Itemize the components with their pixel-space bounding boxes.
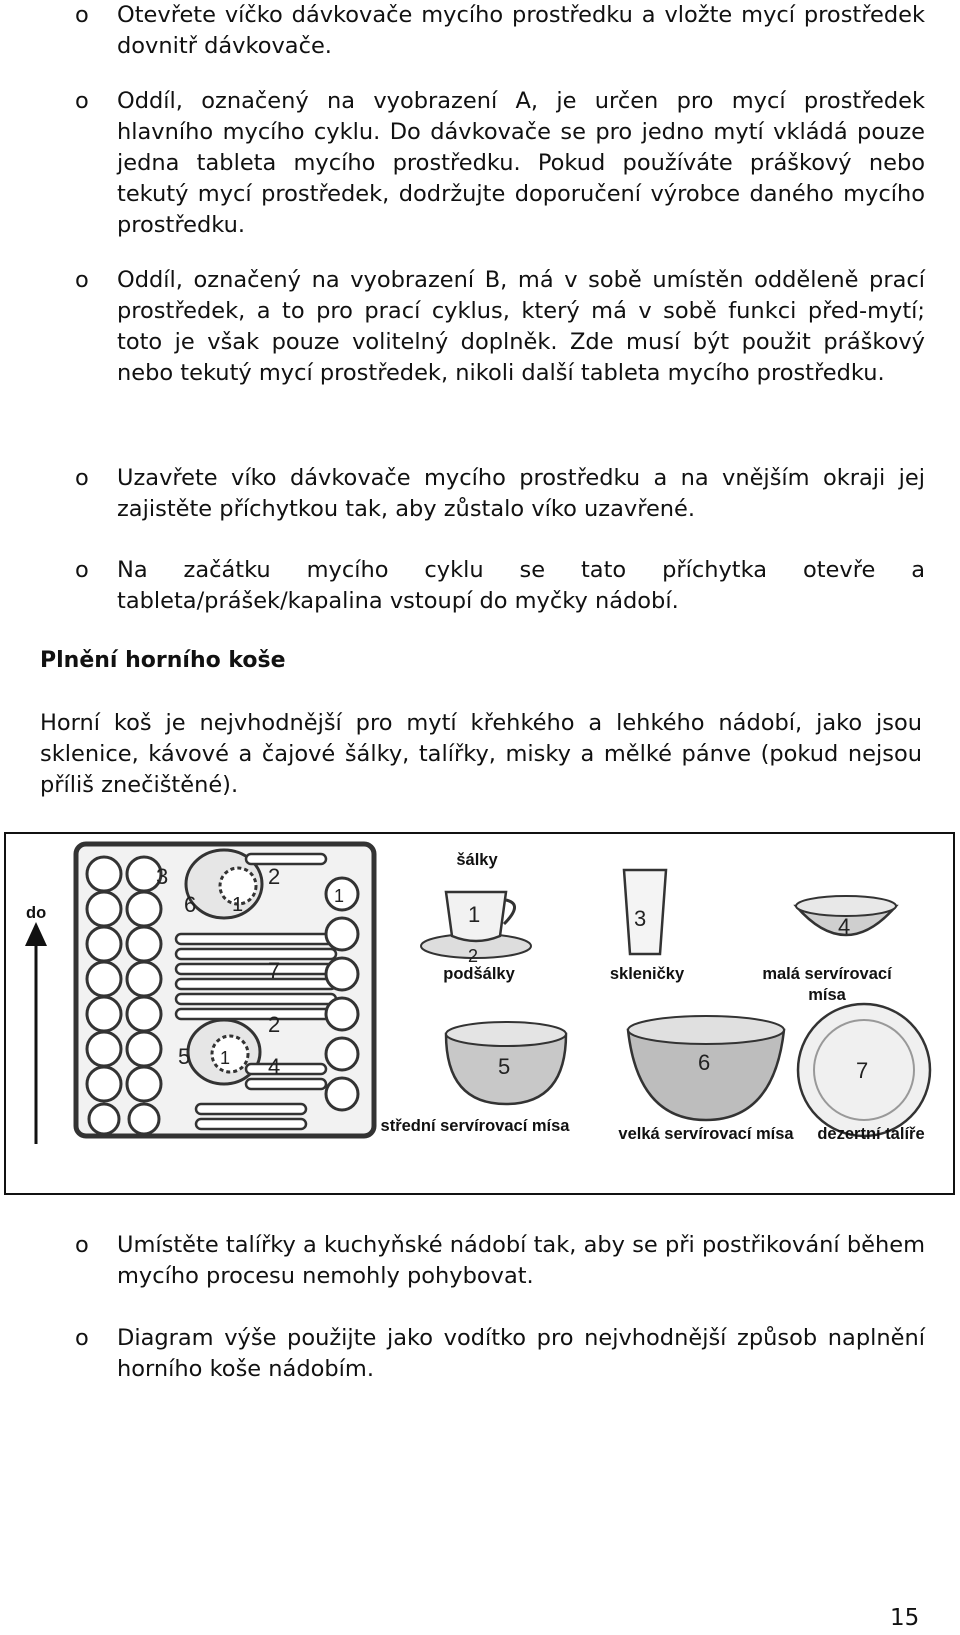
bullet-marker: o bbox=[75, 1325, 89, 1351]
bullet-marker: o bbox=[75, 1232, 89, 1258]
item-label-small-bowl: malá servírovací mísa bbox=[762, 965, 892, 1004]
list-item-text: Oddíl, označený na vyobrazení A, je určen pro mycí prostředek hlavního mycího cyklu. Do dávkovače se pro jedno mytí vkládá pouze jedna tableta mycího prostředku. Pokud používáte práškový nebo tekutý mycí prostředek, dodržujte doporučení výrobce daného mycího prostředku. bbox=[117, 88, 925, 238]
small-bowl-icon bbox=[796, 896, 896, 939]
up-arrow-icon bbox=[25, 922, 47, 1144]
svg-text:6: 6 bbox=[698, 1050, 711, 1075]
item-label-saucers: podšálky bbox=[443, 965, 515, 983]
svg-text:7: 7 bbox=[856, 1058, 869, 1083]
basket-number: 4 bbox=[268, 1054, 281, 1079]
large-bowl-icon bbox=[628, 1016, 784, 1120]
item-label-glasses: skleničky bbox=[609, 965, 685, 983]
cup-and-saucer-icon bbox=[421, 892, 531, 966]
dessert-plate-icon bbox=[798, 1004, 930, 1136]
basket-number: 6 bbox=[184, 892, 197, 917]
list-item bbox=[75, 1230, 925, 1292]
basket-number: 7 bbox=[268, 958, 281, 983]
item-label-cups: šálky bbox=[456, 851, 498, 869]
list-item bbox=[75, 1323, 925, 1385]
basket-number: 2 bbox=[268, 864, 281, 889]
basket-number: 2 bbox=[268, 1012, 281, 1037]
list-item bbox=[75, 265, 925, 389]
arrow-label: do bbox=[26, 904, 47, 922]
svg-text:1: 1 bbox=[468, 902, 481, 927]
basket-number: 1 bbox=[232, 894, 244, 916]
bullet-marker: o bbox=[75, 465, 89, 491]
section-paragraph: Horní koš je nejvhodnější pro mytí křehkého a lehkého nádobí, jako jsou sklenice, kávové a čajové šálky, talířky, misky a mělké pánve (pokud nejsou příliš znečištěné). bbox=[40, 710, 922, 798]
svg-text:3: 3 bbox=[634, 906, 647, 931]
basket-number: 1 bbox=[220, 1048, 231, 1068]
bullet-marker: o bbox=[75, 88, 89, 114]
bullet-marker: o bbox=[75, 267, 89, 293]
basket-number: 5 bbox=[178, 1044, 191, 1069]
upper-basket-figure bbox=[4, 832, 955, 1195]
item-label-large-bowl: velká servírovací mísa bbox=[618, 1125, 794, 1143]
basket-number: 3 bbox=[156, 864, 169, 889]
list-item-text: Otevřete víčko dávkovače mycího prostředku a vložte mycí prostředek dovnitř dávkovače. bbox=[117, 2, 925, 59]
item-label-dessert-plates: dezertní talíře bbox=[817, 1125, 925, 1143]
page-number: 15 bbox=[890, 1605, 920, 1631]
list-item-text: Diagram výše použijte jako vodítko pro nejvhodnější způsob naplnění horního koše nádobím. bbox=[117, 1325, 925, 1382]
list-item-text: Oddíl, označený na vyobrazení B, má v sobě umístěn odděleně prací prostředek, a to pro prací cyklus, který má v sobě funkci před-mytí; toto je však pouze volitelný doplněk. Zde musí být použit práškový nebo tekutý mycí prostředek, nikoli další tableta mycího prostředku. bbox=[117, 267, 925, 386]
medium-bowl-icon bbox=[446, 1022, 566, 1104]
bullet-marker: o bbox=[75, 557, 89, 583]
glass-icon bbox=[624, 870, 666, 954]
list-item-text: Umístěte talířky a kuchyňské nádobí tak, aby se při postřikování během mycího procesu nemohly pohybovat. bbox=[117, 1232, 925, 1289]
list-item-text: Na začátku mycího cyklu se tato příchytka otevře a tableta/prášek/kapalina vstoupí do myčky nádobí. bbox=[117, 557, 925, 614]
svg-text:2: 2 bbox=[468, 946, 479, 966]
list-item-text: Uzavřete víko dávkovače mycího prostředku a na vnějším okraji jej zajistěte příchytkou tak, aby zůstalo víko uzavřené. bbox=[117, 465, 925, 522]
section-heading: Plnění horního koše bbox=[40, 648, 286, 673]
list-item bbox=[75, 86, 925, 241]
list-item bbox=[75, 463, 925, 525]
basket-number: 1 bbox=[334, 886, 345, 906]
list-item bbox=[75, 555, 925, 617]
svg-text:5: 5 bbox=[498, 1054, 511, 1079]
bullet-marker: o bbox=[75, 2, 89, 28]
item-label-medium-bowl: střední servírovací mísa bbox=[380, 1117, 570, 1135]
list-item bbox=[75, 0, 925, 62]
svg-text:4: 4 bbox=[838, 914, 851, 939]
